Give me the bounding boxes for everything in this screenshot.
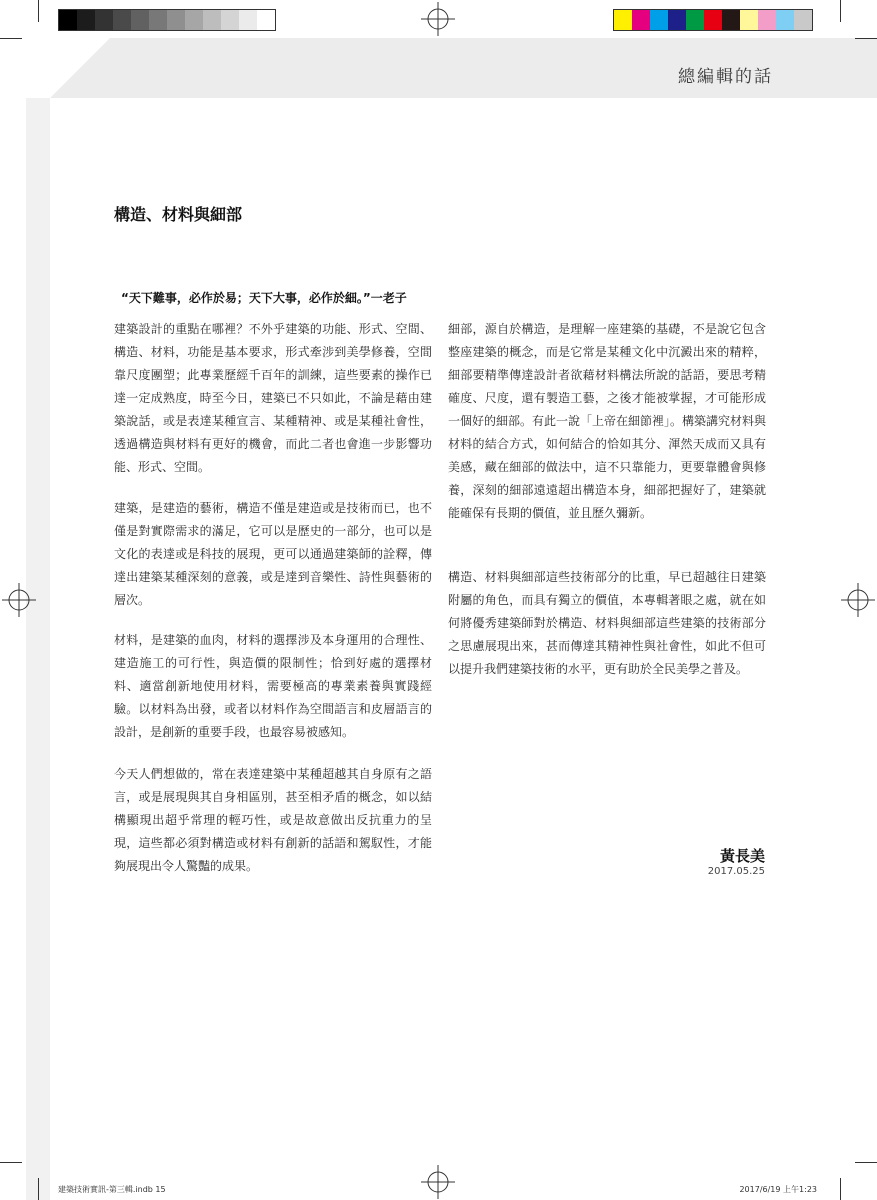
color-swatch-10 bbox=[794, 10, 812, 30]
section-title: 總編輯的話 bbox=[678, 67, 773, 87]
article-title: 構造、材料與細部 bbox=[114, 205, 243, 224]
color-swatch-4 bbox=[686, 10, 704, 30]
crop-mark-bl-h bbox=[0, 1162, 22, 1163]
color-swatch-2 bbox=[650, 10, 668, 30]
crop-mark-tl-v bbox=[38, 0, 39, 22]
footer-timestamp: 2017/6/19 上午1:23 bbox=[739, 1185, 817, 1194]
color-swatch-3 bbox=[668, 10, 686, 30]
registration-mark-bottom bbox=[421, 1165, 455, 1199]
crop-mark-br-h bbox=[855, 1162, 877, 1163]
footer-file-info: 建築技術實訊-第三輯.indb 15 bbox=[58, 1185, 166, 1194]
epigraph-quote: “天下難事，必作於易；天下大事，必作於細。”一老子 bbox=[121, 291, 407, 305]
gray-swatch-7 bbox=[185, 10, 203, 30]
paragraph-left-1: 建築設計的重點在哪裡？不外乎建築的功能、形式、空間、構造、材料，功能是基本要求，形式牽涉到美學修養，空間靠尺度團塑；此專業歷經千百年的訓練，這些要素的操作已達一定成熟度，時至今日，建築已不只如此，不論是藉由建築說話，或是表達某種宣言、某種精神、或是某種社會性，透過構造與材料有更好的機會，而此二者也會進一步影響功能、形式、空間。 bbox=[114, 322, 432, 474]
color-swatch-0 bbox=[614, 10, 632, 30]
registration-mark-left bbox=[2, 583, 36, 617]
paragraph-left-3: 材料，是建築的血肉，材料的選擇涉及本身運用的合理性、建造施工的可行性，與造價的限制性；恰到好處的選擇材料、適當創新地使用材料，需要極高的專業素養與實踐經驗。以材料為出發，或者以材料作為空間語言和皮層語言的設計，是創新的重要手段，也最容易被感知。 bbox=[114, 633, 432, 739]
crop-mark-br-v bbox=[840, 1178, 841, 1200]
gray-swatch-2 bbox=[95, 10, 113, 30]
registration-mark-right bbox=[841, 583, 875, 617]
paragraph-left-4: 今天人們想做的，常在表達建築中某種超越其自身原有之語言，或是展現與其自身相區別，甚至相矛盾的概念，如以結構顯現出超乎常理的輕巧性，或是故意做出反抗重力的呈現，這些都必須對構造或材料有創新的話語和駕馭性，才能夠展現出令人驚豔的成果。 bbox=[114, 767, 432, 873]
registration-mark-top bbox=[421, 2, 455, 36]
crop-mark-bl-v bbox=[38, 1178, 39, 1200]
color-swatch-8 bbox=[758, 10, 776, 30]
color-swatch-7 bbox=[740, 10, 758, 30]
crop-mark-tr-h bbox=[855, 38, 877, 39]
gray-swatch-0 bbox=[59, 10, 77, 30]
gray-swatch-6 bbox=[167, 10, 185, 30]
gray-swatch-8 bbox=[203, 10, 221, 30]
band-corner bbox=[26, 38, 50, 98]
article-date: 2017.05.25 bbox=[707, 866, 765, 877]
paragraph-right-2: 構造、材料與細部這些技術部分的比重，早已超越往日建築附屬的角色，而具有獨立的價值，本專輯著眼之處，就在如何將優秀建築師對於構造、材料與細部這些建築的技術部分之思慮展現出來，甚而傳達其精神性與社會性，如此不但可以提升我們建築技術的水平，更有助於全民美學之普及。 bbox=[448, 570, 766, 676]
crop-mark-tr-v bbox=[840, 0, 841, 22]
header-band-corner-cut bbox=[50, 38, 110, 98]
gray-scale-bar bbox=[58, 9, 276, 31]
paragraph-left-2: 建築，是建造的藝術，構造不僅是建造或是技術而已，也不僅是對實際需求的滿足，它可以是歷史的一部分，也可以是文化的表達或是科技的展現，更可以通過建築師的詮釋，傳達出建築某種深刻的意義，或是達到音樂性、詩性與藝術的層次。 bbox=[114, 501, 432, 607]
left-margin-band bbox=[26, 98, 50, 1200]
gray-swatch-4 bbox=[131, 10, 149, 30]
gray-swatch-10 bbox=[239, 10, 257, 30]
crop-mark-tl-h bbox=[0, 38, 22, 39]
gray-swatch-1 bbox=[77, 10, 95, 30]
gray-swatch-11 bbox=[257, 10, 275, 30]
gray-swatch-9 bbox=[221, 10, 239, 30]
author-name: 黃長美 bbox=[719, 847, 765, 865]
color-swatch-1 bbox=[632, 10, 650, 30]
color-calibration-bar bbox=[613, 9, 813, 31]
color-swatch-5 bbox=[704, 10, 722, 30]
color-swatch-6 bbox=[722, 10, 740, 30]
color-swatch-9 bbox=[776, 10, 794, 30]
gray-swatch-5 bbox=[149, 10, 167, 30]
paragraph-right-1: 細部，源自於構造，是理解一座建築的基礎，不是說它包含整座建築的概念，而是它常是某種文化中沉澱出來的精粹，細部要精準傳達設計者欲藉材料構法所說的話語，要思考精確度、尺度，還有製造工藝，之後才能被掌握，才可能形成一個好的細部。有此一說「上帝在細節裡」。構築講究材料與材料的結合方式，如何結合的恰如其分、渾然天成而又具有美感，藏在細部的做法中，這不只靠能力，更要靠體會與修養，深刻的細部遠遠超出構造本身，細部把握好了，建築就能確保有長期的價值，並且歷久彌新。 bbox=[448, 322, 767, 520]
gray-swatch-3 bbox=[113, 10, 131, 30]
